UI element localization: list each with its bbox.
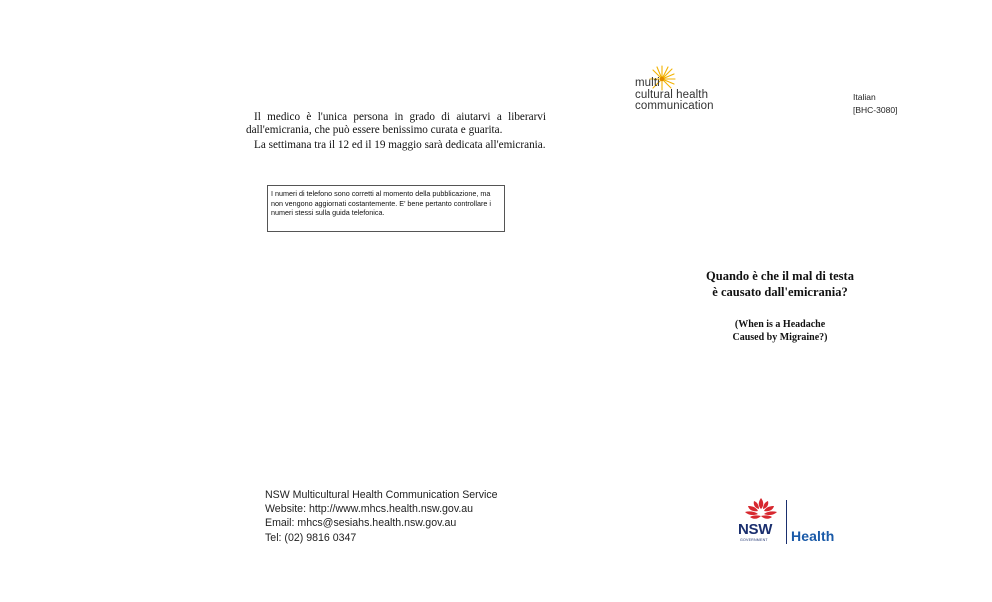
title-italian-line-2: è causato dall'emicrania?: [712, 285, 848, 299]
language-code-label: [853, 91, 897, 116]
logo-wordmark: [635, 78, 714, 113]
nsw-health-logo: [737, 496, 852, 548]
contact-tel: Tel: (02) 9816 0347: [265, 531, 357, 544]
logo-divider: [786, 500, 787, 544]
nsw-wordmark: NSW: [738, 521, 773, 538]
title-english: [700, 318, 860, 344]
title-italian: [690, 268, 870, 300]
contact-organisation: NSW Multicultural Health Communication Service: [265, 489, 498, 501]
multicultural-health-logo: [633, 64, 743, 122]
publication-code: [BHC-3080]: [853, 104, 898, 115]
paragraph-migraine-week: La settimana tra il 12 ed il 19 maggio sarà dedicata all'emicrania.: [254, 139, 546, 151]
contact-block: [265, 488, 498, 545]
language-label: Italian: [853, 92, 876, 102]
logo-line-3: communication: [635, 100, 714, 112]
phone-notice-text: I numeri di telefono sono corretti al momento della pubblicazione, ma non vengono aggiornati costantemente. E' bene pertanto controllare i numeri stessi sulla guida telefonica.: [271, 189, 491, 218]
title-italian-line-1: Quando è che il mal di testa: [706, 269, 854, 283]
title-english-line-2: Caused by Migraine?): [732, 332, 828, 343]
contact-email[interactable]: Email: mhcs@sesiahs.health.nsw.gov.au: [265, 517, 457, 530]
waratah-icon: [742, 496, 780, 522]
government-wordmark: GOVERNMENT: [740, 538, 768, 542]
contact-website[interactable]: Website: http://www.mhcs.health.nsw.gov.au: [265, 503, 474, 516]
health-wordmark: Health: [791, 528, 835, 544]
title-english-line-1: (When is a Headache: [734, 319, 826, 330]
paragraph-doctor: Il medico è l'unica persona in grado di aiutarvi a liberarvi dall'emicrania, che può essere benissimo curata e guarita.: [246, 111, 546, 136]
logo-line-2: cultural health: [635, 88, 709, 101]
logo-line-1: multi: [635, 77, 660, 89]
phone-notice-box: [267, 185, 505, 232]
